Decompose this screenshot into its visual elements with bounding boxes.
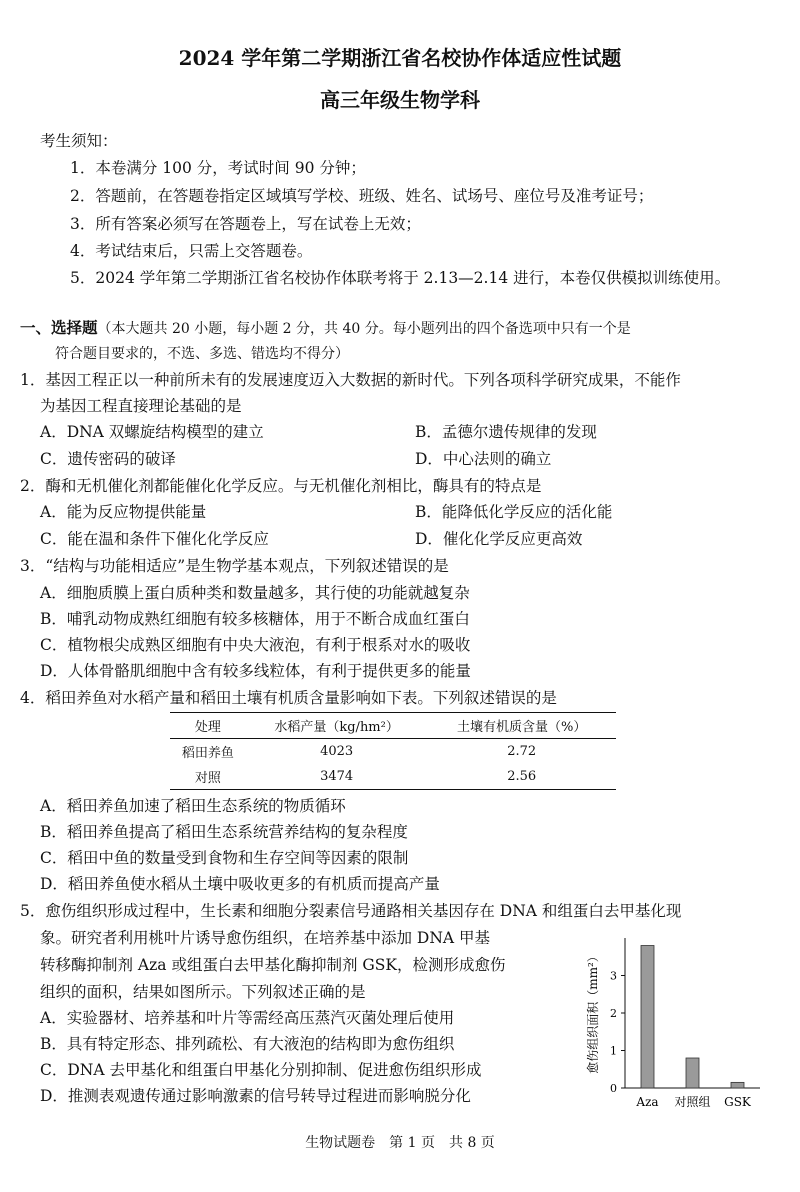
q4-option-c: C．稻田中鱼的数量受到食物和生存空间等因素的限制 [40,849,409,867]
chart-x-tick-label: GSK [724,1095,751,1109]
q5-stem-cont: 转移酶抑制剂 Aza 或组蛋白去甲基化酶抑制剂 GSK，检测形成愈伤 [40,956,506,974]
chart-bar [641,946,654,1089]
table-header-cell: 土壤有机质含量（%） [457,720,587,735]
q3-option-c: C．植物根尖成熟区细胞有中央大液泡，有利于根系对水的吸收 [40,636,471,654]
q3-option-b: B．哺乳动物成熟红细胞有较多核糖体，用于不断合成血红蛋白 [40,610,470,628]
chart-bar [731,1082,744,1088]
q5-stem: 5．愈伤组织形成过程中，生长素和细胞分裂素信号通路相关基因存在 DNA 和组蛋白去甲基化现 [20,902,682,920]
page-footer: 生物试题卷 第 1 页 共 8 页 [305,1135,495,1151]
q4-stem: 4．稻田养鱼对水稻产量和稻田土壤有机质含量影响如下表。下列叙述错误的是 [20,689,557,707]
table-cell: 4023 [320,744,354,759]
table-cell: 对照 [194,771,221,786]
q2-option-c: C．能在温和条件下催化化学反应 [40,530,269,548]
table-row [170,764,616,790]
q5-option-b: B．具有特定形态、排列疏松、有大液泡的结构即为愈伤组织 [40,1035,455,1053]
q4-option-d: D．稻田养鱼使水稻从土壤中吸收更多的有机质而提高产量 [40,875,440,893]
q5-stem-cont: 象。研究者利用桃叶片诱导愈伤组织，在培养基中添加 DNA 甲基 [40,929,491,947]
chart-x-tick-label: Aza [636,1095,659,1109]
q4-option-a: A．稻田养鱼加速了稻田生态系统的物质循环 [40,797,346,815]
q4-option-b: B．稻田养鱼提高了稻田生态系统营养结构的复杂程度 [40,823,408,841]
table-cell: 2.56 [507,769,537,784]
table-cell: 3474 [320,769,354,784]
table-header-cell: 处理 [194,720,221,735]
q1-option-a: A．DNA 双螺旋结构模型的建立 [40,423,264,441]
q1-option-b: B．孟德尔遗传规律的发现 [415,423,597,441]
chart-y-tick-label: 3 [610,969,617,983]
q3-option-a: A．细胞质膜上蛋白质种类和数量越多，其行使的功能就越复杂 [40,584,470,602]
notice-item: 5．2024 学年第二学期浙江省名校协作体联考将于 2.13—2.14 进行，本卷仅供模拟训练使用。 [70,269,731,287]
section-heading-row [20,318,631,339]
chart-y-tick-label: 2 [610,1007,617,1020]
table-header-row [170,713,616,739]
notice-item: 1．本卷满分 100 分，考试时间 90 分钟； [70,159,366,177]
table-cell: 2.72 [507,744,537,759]
notice-item: 3．所有答案必须写在答题卷上，写在试卷上无效； [70,215,421,233]
q1-option-c: C．遗传密码的破译 [40,450,176,468]
q5-option-a: A．实验器材、培养基和叶片等需经高压蒸汽灭菌处理后使用 [40,1009,455,1027]
section-instructions-cont: 符合题目要求的，不选、多选、错选均不得分） [55,346,349,362]
q2-option-d: D．催化化学反应更高效 [415,530,583,548]
q5-stem-cont: 组织的面积，结果如图所示。下列叙述正确的是 [40,983,366,1001]
notice-heading: 考生须知： [40,132,118,150]
q3-option-d: D．人体骨骼肌细胞中含有较多线粒体，有利于提供更多的能量 [40,662,471,680]
chart-bar [686,1058,699,1088]
chart-x-tick-label: 对照组 [674,1095,711,1109]
q3-stem: 3．“结构与功能相适应”是生物学基本观点，下列叙述错误的是 [20,557,449,575]
q5-option-d: D．推测表观遗传通过影响激素的信号转导过程进而影响脱分化 [40,1087,471,1105]
q5-bar-chart [570,932,770,1112]
q2-option-a: A．能为反应物提供能量 [40,503,207,521]
q2-stem: 2．酶和无机催化剂都能催化化学反应。与无机催化剂相比，酶具有的特点是 [20,477,542,495]
section-heading: 一、选择题 [20,318,98,337]
table-header-cell: 水稻产量（kg/hm²） [274,720,399,735]
q4-table [170,712,616,790]
chart-y-axis-label: 愈伤组织面积（mm²） [586,950,600,1074]
chart-y-tick-label: 0 [610,1082,617,1095]
q5-option-c: C．DNA 去甲基化和组蛋白甲基化分别抑制、促进愈伤组织形成 [40,1061,482,1079]
notice-item: 4．考试结束后，只需上交答题卷。 [70,242,313,260]
q1-option-d: D．中心法则的确立 [415,450,552,468]
q1-stem: 1．基因工程正以一种前所未有的发展速度迈入大数据的新时代。下列各项科学研究成果，不能作 [20,371,681,389]
section-instructions: （本大题共 20 小题，每小题 2 分，共 40 分。每小题列出的四个备选项中只有一个是 [97,321,631,337]
q2-option-b: B．能降低化学反应的活化能 [415,503,613,521]
q1-stem-cont: 为基因工程直接理论基础的是 [40,397,242,415]
exam-subtitle: 高三年级生物学科 [320,88,480,112]
exam-title: 2024 学年第二学期浙江省名校协作体适应性试题 [178,46,622,70]
chart-y-tick-label: 1 [610,1044,617,1058]
notice-item: 2．答题前，在答题卷指定区域填写学校、班级、姓名、试场号、座位号及准考证号； [70,187,654,205]
table-row [170,739,616,765]
table-cell: 稻田养鱼 [181,746,234,761]
